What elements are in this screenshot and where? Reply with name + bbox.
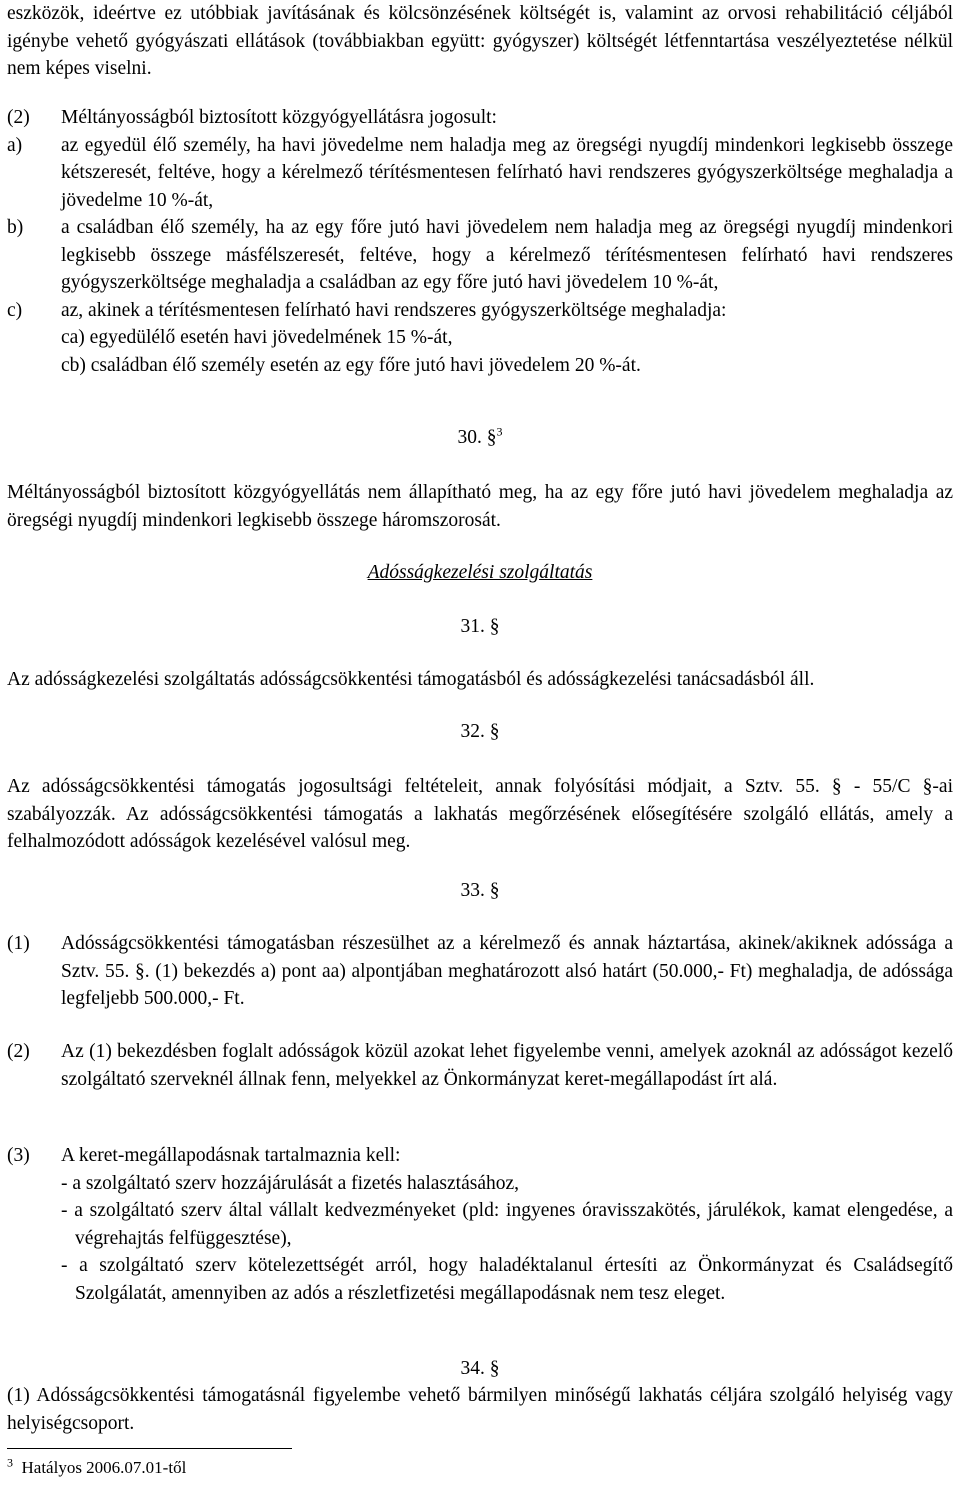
list-item: b) a családban élő személy, ha az egy főre jutó havi jövedelem nem haladja meg az öregségi nyugdíj mindenkori legkisebb összege másfélszeresét, feltéve, hogy a kérelmező térítésmentesen felírható havi rendszeres gyógyszerköltsége meghaladja a családban az egy főre jutó havi jövedelem 10 %-át, bbox=[7, 217, 953, 293]
paragraph-intro: Méltányosságból biztosított közgyógyellátásra jogosult: bbox=[61, 107, 497, 128]
section-32-text: Az adósságcsökkentési támogatás jogosultsági feltételeit, annak folyósítási módjait, a Sztv. 55. § - 55/C §-ai szabályozzák. Az adósságcsökkentési támogatás a lakhatás megőrzésének elősegítésére szolgáló ellátás, amely a felhalmozódott adósságok kezelésével valósul meg. bbox=[7, 776, 953, 852]
section-title: Adósságkezelési szolgáltatás bbox=[367, 562, 593, 583]
section-34-text: (1) Adósságcsökkentési támogatásnál figyelembe vehető bármilyen minőségű lakhatás céljára szolgáló helyiség vagy helyiségcsoport. bbox=[7, 1385, 953, 1434]
list-item: a) az egyedül élő személy, ha havi jövedelme nem haladja meg az öregségi nyugdíj mindenkori legkisebb összege kétszeresét, feltéve, hogy a kérelmező térítésmentesen felírható havi rendszeres gyógyszerköltsége meghaladja a jövedelme 10 %-át, bbox=[7, 134, 953, 211]
paragraph-number: (2) bbox=[7, 107, 30, 128]
paragraph-2 bbox=[7, 104, 953, 379]
sub-list-item: ca) egyedülélő esetén havi jövedelmének 15 %-át, bbox=[61, 327, 453, 348]
list-item: c) az, akinek a térítésmentesen felírható havi rendszeres gyógyszerköltsége meghaladja: bbox=[7, 299, 727, 321]
section-heading-30: 30. §$^3$ bbox=[457, 424, 503, 448]
section-33-para-3: (3) A keret-megállapodásnak tartalmaznia kell: - a szolgáltató szerv hozzájárulását a fizetés halasztásához, - a szolgáltató szerv által vállalt kedvezményeket (pld: ingyenes óravisszakötés, járulékok, kamat elengedése, a végrehajtás felfüggesztése), - a szolgáltató szerv kötelezettségét arról, hogy haladéktalanul értesíti az Önkormányzat és Családsegítő Szolgálatát, amennyiben az adós a részletfizetési megállapodásnak nem tesz eleget. bbox=[7, 1142, 953, 1307]
section-33-para-1: (1) Adósságcsökkentési támogatásban részesülhet az a kérelmező és annak háztartása, akinek/akiknek adóssága a Sztv. 55. §. (1) bekezdés a) pont aa) alpontjában meghatározott alsó határt (50.000,- Ft) meghaladja, de adóssága legfeljebb 500.000,- Ft. bbox=[7, 933, 953, 1009]
sub-list-item: cb) családban élő személy esetén az egy főre jutó havi jövedelem 20 %-át. bbox=[61, 354, 641, 376]
footnote: $^3$ Hatályos 2006.07.01-től bbox=[7, 1455, 187, 1477]
list-item: - a szolgáltató szerv kötelezettségét arról, hogy haladéktalanul értesíti az Önkormányzat és Családsegítő Szolgálatát, amennyiben az adós a részletfizetési megállapodásnak nem tesz eleget. bbox=[61, 1255, 953, 1304]
list-item: - a szolgáltató szerv hozzájárulását a fizetés halasztásához, bbox=[61, 1172, 520, 1194]
section-heading-32: 32. § bbox=[460, 721, 500, 742]
section-30-text: Méltányosságból biztosított közgyógyellátás nem állapítható meg, ha az egy főre jutó havi jövedelem meghaladja az öregségi nyugdíj mindenkori legkisebb összege háromszorosát. bbox=[7, 482, 953, 531]
intro-paragraph: eszközök, ideértve ez utóbbiak javításának és kölcsönzésének költségét is, valamint az orvosi rehabilitáció céljából igénybe vehető gyógyászati ellátások (továbbiakban együtt: gyógyszer) költségét létfenntartása veszélyeztetése nélkül nem képes viselni. bbox=[7, 3, 953, 79]
section-33-para-2: (2) Az (1) bekezdésben foglalt adósságok közül azokat lehet figyelembe venni, amelyek azoknál az adósságot kezelő szolgáltató szerveknél állnak fenn, melyekkel az Önkormányzat keret-megállapodást írt alá. bbox=[7, 1041, 953, 1090]
list-item: - a szolgáltató szerv által vállalt kedvezményeket (pld: ingyenes óravisszakötés, járulékok, kamat elengedése, a végrehajtás felfüggesztése), bbox=[61, 1200, 953, 1249]
section-31-text: Az adósságkezelési szolgáltatás adósságcsökkentési támogatásból és adósságkezelési tanácsadásból áll. bbox=[7, 669, 815, 690]
footnote-divider bbox=[7, 1448, 292, 1449]
section-heading-34: 34. § bbox=[460, 1358, 500, 1379]
section-heading-31: 31. § bbox=[460, 616, 500, 637]
section-heading-33: 33. § bbox=[460, 880, 500, 901]
